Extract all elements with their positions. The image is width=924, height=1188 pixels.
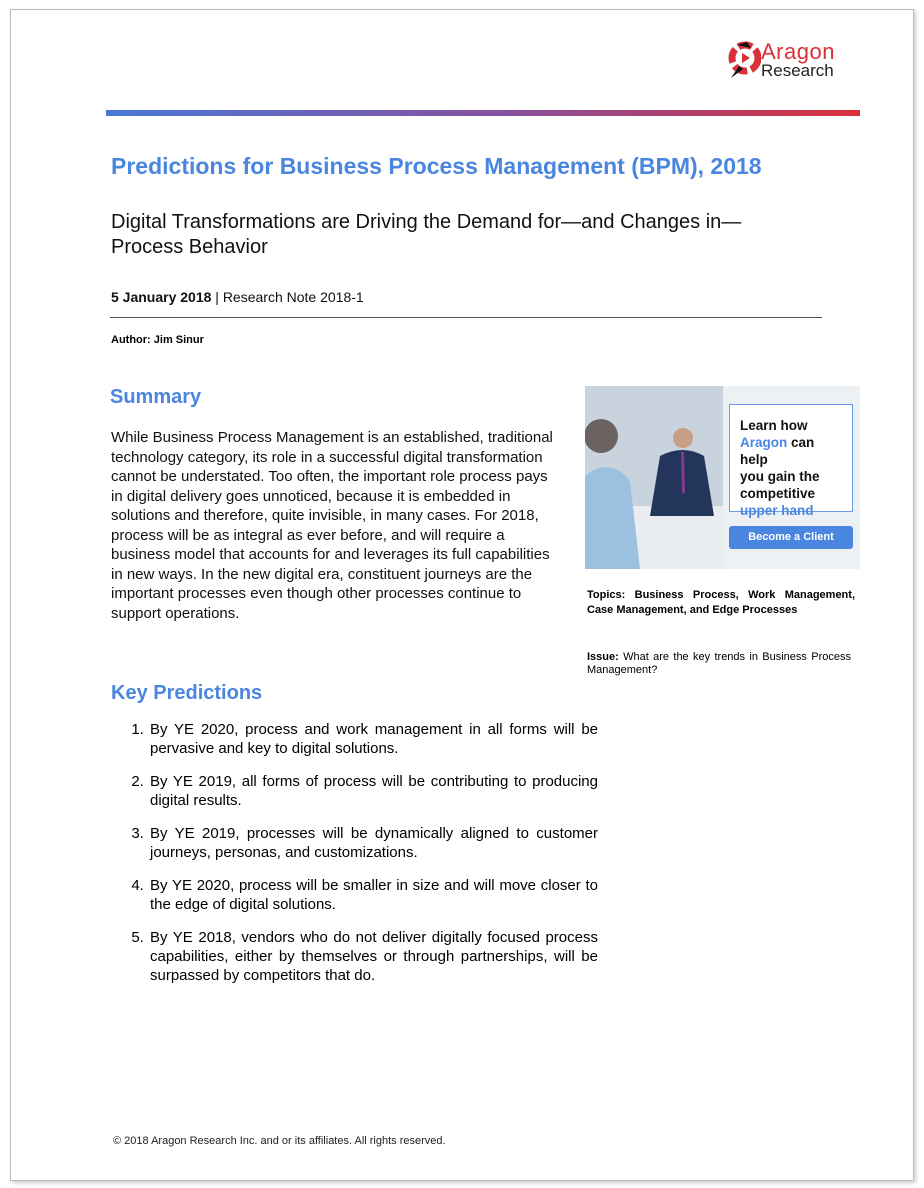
- summary-heading: Summary: [110, 386, 202, 408]
- prediction-item: 3. By YE 2019, processes will be dynamically aligned to customer journeys, personas, and customizations.: [148, 824, 598, 862]
- summary-text: While Business Process Management is an established, traditional technology category, its role in a successful digital transformation cannot be understated. Too often, the important role process pays in digital delivery goes unnoticed, because it is embedded in solutions and therefore, quite invisible, in many cases. For 2018, process will be as integral as ever before, and will require a business model that accounts for and leverages its full capabilities in new ways. In the new digital era, constituent journeys are the important processes even though other processes continue to support operations.: [111, 429, 553, 622]
- promo-line: upper hand: [740, 503, 814, 518]
- predictions-list: [111, 720, 598, 999]
- promo-line: Learn how: [740, 418, 808, 433]
- become-client-button[interactable]: Become a Client: [729, 526, 853, 549]
- issue: [587, 651, 851, 677]
- prediction-item: 2. By YE 2019, all forms of process will be contributing to producing digital results.: [148, 772, 598, 810]
- issue-label: Issue:: [587, 651, 619, 663]
- prediction-item: 4. By YE 2020, process will be smaller in size and will move closer to the edge of digital solutions.: [148, 876, 598, 914]
- promo-line: competitive: [740, 486, 816, 501]
- topics: [587, 588, 855, 618]
- promo-line: [740, 434, 842, 468]
- topics-text: Business Process, Work Management, Case Management, and Edge Processes: [587, 589, 855, 616]
- subtitle: Digital Transformations are Driving the Demand for—and Changes in—Process Behavior: [111, 211, 742, 258]
- prediction-item: 1. By YE 2020, process and work management in all forms will be pervasive and key to digital solutions.: [148, 720, 598, 758]
- promo-brand: Aragon: [740, 435, 788, 450]
- promo-message: [729, 404, 853, 518]
- issue-text: What are the key trends in Business Process Management?: [587, 651, 851, 676]
- logo-line1: Aragon: [761, 39, 835, 64]
- aragon-logo-icon: [727, 40, 761, 82]
- gradient-divider: [106, 110, 860, 116]
- aragon-logo: [727, 40, 835, 82]
- author: Author: Jim Sinur: [111, 334, 204, 346]
- promo-text: can help: [740, 435, 815, 467]
- date-line: [111, 289, 364, 305]
- office-photo: [585, 386, 723, 569]
- copyright-footer: © 2018 Aragon Research Inc. and or its affiliates. All rights reserved.: [113, 1135, 446, 1147]
- logo-line2: Research: [761, 61, 834, 80]
- prediction-item: 5. By YE 2018, vendors who do not deliver digitally focused process capabilities, either by themselves or through partnerships, will be surpassed by competitors that do.: [148, 928, 598, 985]
- promo-line: you gain the: [740, 469, 820, 484]
- divider: [110, 317, 822, 318]
- page-title: Predictions for Business Process Management (BPM), 2018: [111, 153, 762, 179]
- topics-label: Topics:: [587, 589, 626, 601]
- research-note: | Research Note 2018-1: [211, 289, 364, 305]
- predictions-heading: Key Predictions: [111, 682, 263, 704]
- date: 5 January 2018: [111, 289, 212, 305]
- promo-banner[interactable]: [585, 386, 860, 569]
